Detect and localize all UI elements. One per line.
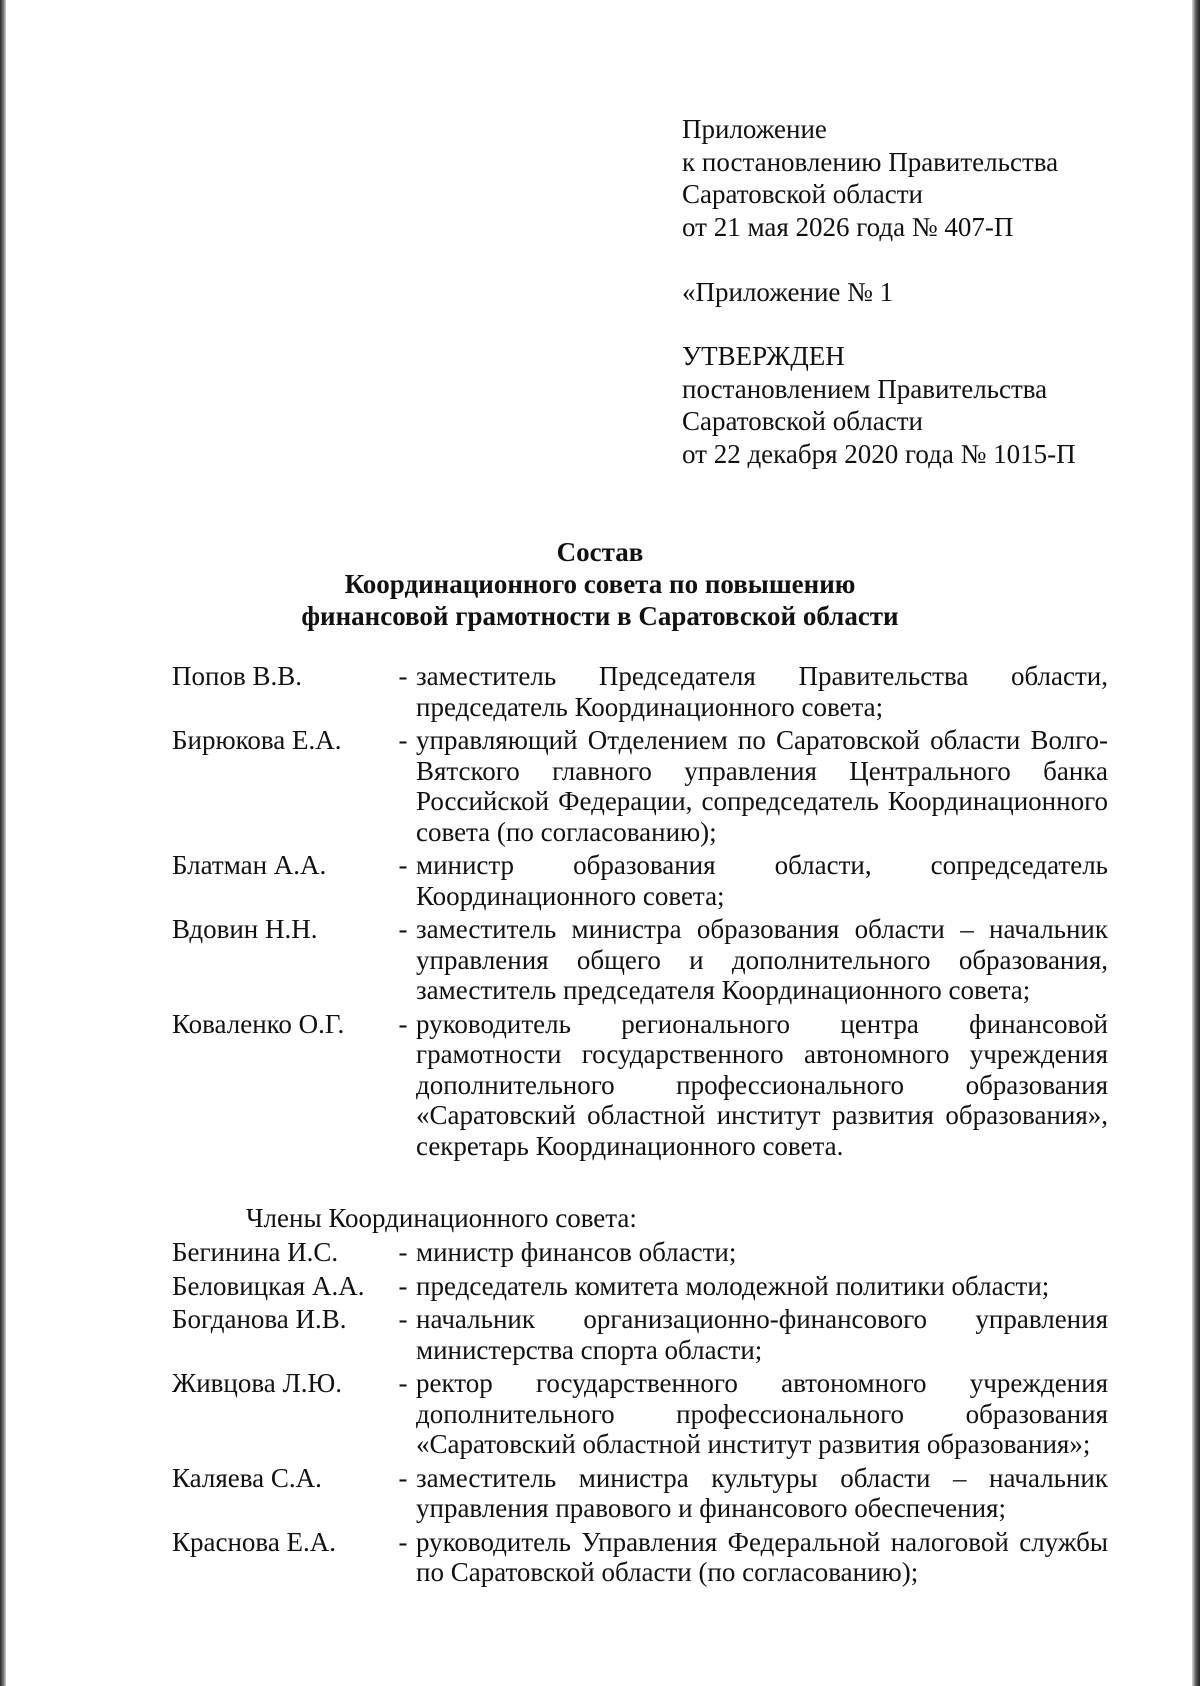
appendix-line: от 21 мая 2026 года № 407-П (682, 211, 1014, 242)
dash-separator: - (398, 850, 408, 880)
member-role: управляющий Отделением по Саратовской области Волго-Вятского главного управления Центрального банка Российской Федерации, сопредседатель Координационного совета (по согласованию); (416, 725, 1108, 847)
member-role: председатель комитета молодежной политики области; (416, 1270, 1050, 1301)
dash-separator: - (398, 1526, 408, 1557)
dash-separator: - (398, 1008, 408, 1039)
member-entry (172, 1304, 1110, 1365)
dash-separator: - (398, 1237, 408, 1267)
member-name: Попов В.В. (172, 661, 302, 691)
dash-separator: - (398, 725, 408, 755)
approved-line: от 22 декабря 2020 года № 1015-П (682, 438, 1076, 469)
appendix-line: Приложение (682, 114, 827, 144)
approved-line: постановлением Правительства (682, 373, 1048, 404)
member-role: заместитель министра образования области – начальник управления общего и дополнительного образования, заместитель председателя Координационного совета; (416, 914, 1108, 1005)
member-role: начальник организационно-финансового управления министерства спорта области; (416, 1304, 1108, 1365)
member-role: министр финансов области; (416, 1237, 737, 1267)
leader-entry (172, 1009, 1110, 1162)
member-name: Богданова И.В. (172, 1304, 347, 1334)
member-role: руководитель регионального центра финансовой грамотности государственного автономного учреждения дополнительного профессионального образования «Саратовский областной институт развития образования», секретарь Координационного совета. (416, 1008, 1108, 1161)
member-name: Вдовин Н.Н. (172, 914, 318, 944)
title-line: Координационного совета по повышению (344, 569, 856, 599)
dash-separator: - (398, 661, 408, 691)
members-list (172, 1237, 1110, 1591)
member-role: руководитель Управления Федеральной налоговой службы по Саратовской области (по согласованию); (416, 1526, 1108, 1587)
member-name: Краснова Е.А. (172, 1526, 337, 1557)
appendix-number: «Приложение № 1 (682, 277, 894, 307)
member-role: заместитель Председателя Правительства области, председатель Координационного совета; (416, 661, 1108, 722)
dash-separator: - (398, 1270, 408, 1301)
member-name: Блатман А.А. (172, 850, 327, 880)
approved-line: УТВЕРЖДЕН (682, 341, 845, 371)
appendix-number-block (682, 276, 1152, 309)
member-name: Бирюкова Е.А. (172, 725, 342, 755)
member-name: Беловицкая А.А. (172, 1270, 365, 1301)
member-name: Коваленко О.Г. (172, 1008, 345, 1039)
leader-entry (172, 725, 1110, 847)
member-entry (172, 1463, 1110, 1524)
members-heading: Члены Координационного совета: (246, 1203, 637, 1233)
member-entry (172, 1368, 1110, 1460)
scan-edge-left (0, 0, 6, 1686)
leader-entry (172, 850, 1110, 911)
member-role: заместитель министра культуры области – начальник управления правового и финансового обеспечения; (416, 1462, 1108, 1523)
title-line: Состав (556, 537, 644, 567)
member-entry (172, 1237, 1110, 1268)
member-name: Каляева С.А. (172, 1462, 322, 1493)
appendix-line: к постановлению Правительства (682, 146, 1059, 177)
leader-entry (172, 914, 1110, 1006)
member-entry (172, 1271, 1110, 1302)
member-name: Живцова Л.Ю. (172, 1368, 343, 1398)
member-role: ректор государственного автономного учреждения дополнительного профессионального образования «Саратовский областной институт развития образования»; (416, 1368, 1108, 1459)
member-name: Бегинина И.С. (172, 1237, 339, 1267)
scan-edge-right (1192, 0, 1200, 1686)
leaders-list (172, 661, 1110, 1164)
member-entry (172, 1527, 1110, 1588)
dash-separator: - (398, 1462, 408, 1493)
dash-separator: - (398, 1368, 408, 1398)
approved-block (682, 340, 1152, 470)
document-title (140, 536, 1060, 632)
dash-separator: - (398, 914, 408, 944)
approved-line: Саратовской области (682, 406, 923, 436)
appendix-block (682, 113, 1152, 243)
member-role: министр образования области, сопредседатель Координационного совета; (416, 850, 1108, 911)
appendix-line: Саратовской области (682, 179, 923, 209)
dash-separator: - (398, 1304, 408, 1334)
title-line: финансовой грамотности в Саратовской области (301, 601, 899, 631)
leader-entry (172, 661, 1110, 722)
